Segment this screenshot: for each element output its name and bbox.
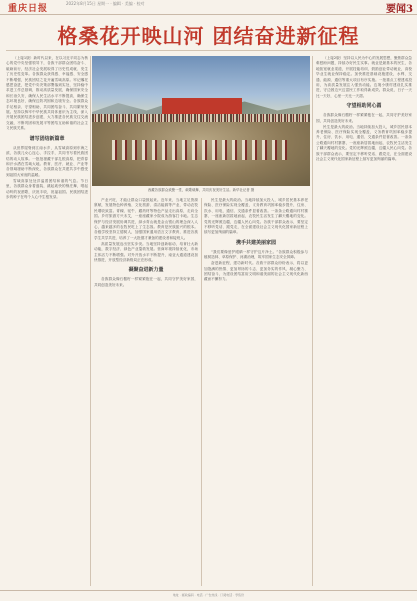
subheading: 凝聚奋进新力量: [128, 267, 164, 274]
subheading: 守望相助同心圆: [346, 103, 382, 110]
paragraph: “我们要像爱护眼睛一样守护这片净土。”各族群众积极参与植树造林、草原保护、河湖治理，筑牢国家生态安全屏障。: [204, 249, 308, 260]
photo-dancers: [112, 140, 290, 160]
article-column-2: [94, 198, 198, 586]
subheading: 谱写团结新篇章: [29, 135, 65, 142]
masthead: [0, 0, 417, 15]
paragraph: 高质量发展迈出坚实步伐。当地坚持创新驱动，培育壮大新动能，数字经济、绿色产业蓬勃发展。营商环境持续优化，市场主体活力不断增强。对外开放水平不断提升，南亚大通道建设加快推进，开放型经济新格局正在形成。: [94, 241, 198, 263]
column-divider: [90, 56, 91, 586]
paragraph: 各族群众像石榴籽一样紧紧抱在一起，共同守护美好家园，共同创造美好未来。: [316, 113, 412, 123]
paragraph: 民生是最大的政治。当地持续加大投入，城乡居民基本养老保险、医疗保险实现全覆盖，义务教育巩固率稳步提升，住房、饮水、用电、通信、交通条件显著改善。一条条公路通向村村寨寨，一座座新居拔地而起，农牧民生活发生了翻天覆地的变化。党的光辉照边疆，边疆人民心向党。各族干部群众表示，要坚定不移听党话、跟党走，在全面建设社会主义现代化国家新征程上续写更加绚丽的篇章。: [316, 124, 412, 162]
article-column-4: [316, 56, 412, 586]
paragraph: （上接1版）新时代以来，在以习近平同志为核心的党中央坚强领导下，各族干部群众团结奋斗、砥砺前行，经济社会发展取得了历史性成就、发生了历史性变革。各族群众获得感、幸福感、安全感不断增强，民族团结之花开遍雪域高原。牢记嘱托感恩奋进，把党中央决策部署落到实处，坚持稳中求进工作总基调，推动高质量发展，确保国家安全和长治久安，确保人民生活水平不断提高，确保生态环境良好，确保边防巩固和边境安全。各族群众手足相亲、守望相助，共同团结奋斗、共同繁荣发展。坚持以铸牢中华民族共同体意识为主线，深入开展民族团结进步创建，大力推进各民族交往交流交融，不断巩固和发展平等团结互助和谐的社会主义民族关系。: [6, 56, 88, 131]
headline-rule: [6, 50, 412, 51]
photo-caption: 西藏各族群众欢聚一堂，载歌载舞，共同庆祝美好生活。新华社记者 摄: [147, 188, 255, 192]
paragraph: 各族群众像石榴籽一样紧紧抱在一起，共同守护美好家园，共同创造美好未来。: [94, 277, 198, 287]
page-headline: 格桑花开映山河 团结奋进新征程: [57, 24, 360, 48]
newspaper-name: 重庆日报: [8, 4, 49, 14]
lead-photo: [92, 56, 310, 186]
article-column-1: [6, 56, 88, 556]
article-column-3: [204, 198, 308, 586]
paragraph: 从世界屋脊到江南水乡，从雪域高原到东海之滨，各族儿女心连心、手拉手，共同书写着民族团结的动人故事。一批批援藏干部扎根高原，把青春和汗水洒在雪域大地。教育、医疗、就业、产业等各领域援助不断深化，各族群众在共建共享中感受到祖国大家庭的温暖。: [6, 145, 88, 177]
column-divider: [312, 56, 313, 586]
column-divider: [201, 198, 202, 586]
paragraph: 奋进新征程，建功新时代。各族干部群众纷纷表示，将以更加饱满的热情、更加昂扬的斗志、更加务实的作风，凝心聚力、团结奋斗，为建设团结富裕文明和谐美丽的社会主义现代化新西藏而不懈努力。: [204, 261, 308, 282]
paragraph: 民生是最大的政治。当地持续加大投入，城乡居民基本养老保险、医疗保险实现全覆盖，义务教育巩固率稳步提升，住房、饮水、用电、通信、交通条件显著改善。一条条公路通向村村寨寨，一座座新居拔地而起，农牧民生活发生了翻天覆地的变化。党的光辉照边疆，边疆人民心向党。各族干部群众表示，要坚定不移听党话、跟党走，在全面建设社会主义现代化国家新征程上续写更加绚丽的篇章。: [204, 198, 308, 235]
paragraph: （上接2版）坚持以人民为中心的发展思想，聚焦群众急难愁盼问题，持续办好民生实事。就业是最基本的民生，各地拓宽就业渠道，开展技能培训，鼓励创业带动就业，高校毕业生就业保持稳定。加快推进基础设施建设，水利、交通、能源、通信等重大项目有序实施。一批重点工程建成投用，为高质量发展注入强劲动能。边境小康村建设扎实推进，守边固边兴边富民工作取得新成效。群众说，日子一天比一天好，心里一天比一天甜。: [316, 56, 412, 98]
paragraph: 产业兴旺，才能让群众口袋鼓起来。近年来，当地立足资源禀赋，发展特色种养殖、文化旅游、清洁能源等产业，带动农牧民增收致富。青稞、牦牛、藏药材等特色产品走出高原，走向全国。乡村旅游方兴未艾，一座座藏家小院成为游客打卡地。生态保护与经济发展协调共进，绿水青山就是金山银山的理念深入人心，越来越多的农牧民吃上了生态饭。教育是民族振兴的根本。各级学校坚持立德树人，加强国家通用语言文字教育，推进各族学生共学共进，培养了一大批德才兼备的建设者和接班人。: [94, 198, 198, 240]
section-tag: 要闻3: [386, 4, 413, 15]
paragraph: 雪域高原处处洋溢着团结和谐的气息。节日里，各族群众身着盛装，跳起欢快的锅庄舞，唱起动听的祝酒歌，庆祝丰收，祝福祖国。民族团结进步的种子在每个人心中生根发芽。: [6, 178, 88, 199]
subheading: 携手共建美丽家园: [235, 239, 276, 246]
issue-info: 2022年8月15日 星期一 · 编辑 · 美编 · 校对: [66, 1, 145, 6]
footer-notice: 地址 · 邮政编码 · 电话 · 广告热线 · 订阅电话 · 零售价: [0, 590, 417, 601]
